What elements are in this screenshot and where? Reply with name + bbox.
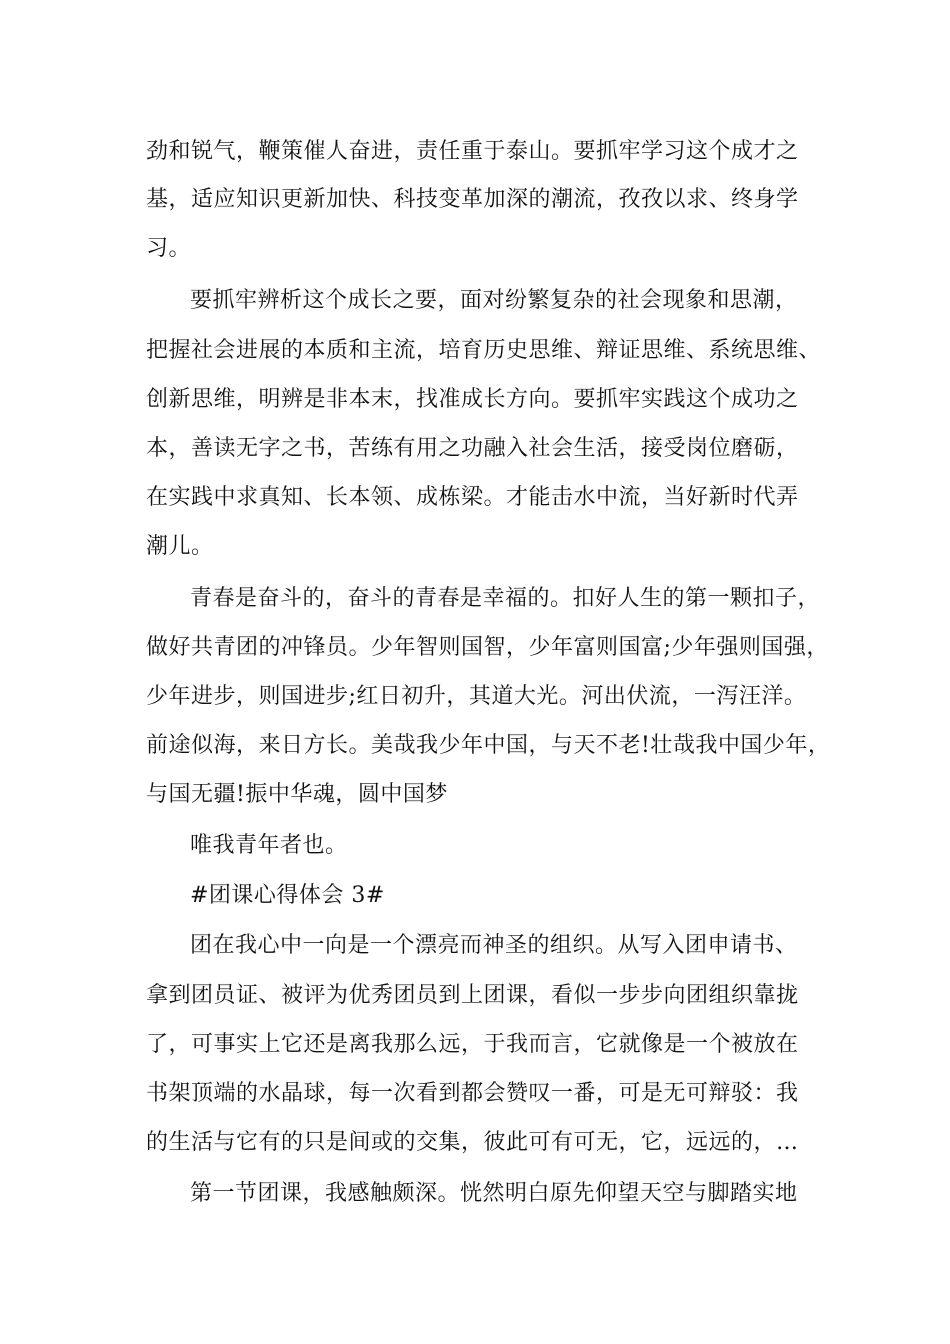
text-line: 在实践中求真知、长本领、成栋梁。才能击水中流，当好新时代弄 — [146, 485, 799, 510]
text-line: 与国无疆!振中华魂，圆中国梦 — [146, 782, 448, 807]
paragraph-first-line: 第一节团课，我感触颇深。恍然明白原先仰望天空与脚踏实地 — [190, 1181, 798, 1206]
text-line: 习。 — [146, 236, 192, 261]
paragraph-first-line: 唯我青年者也。 — [190, 833, 348, 858]
text-line: 潮儿。 — [146, 534, 214, 559]
text-line: 拿到团员证、被评为优秀团员到上团课，看似一步步向团组织靠拢 — [146, 983, 799, 1008]
text-line: 少年进步，则国进步;红日初升，其道大光。河出伏流，一泻汪洋。 — [146, 684, 807, 709]
text-line: 了，可事实上它还是离我那么远，于我而言，它就像是一个被放在 — [146, 1032, 799, 1057]
text-line: 的生活与它有的只是间或的交集，彼此可有可无，它，远远的，… — [146, 1130, 799, 1155]
paragraph-first-line: 青春是奋斗的，奋斗的青春是幸福的。扣好人生的第一颗扣子， — [190, 586, 821, 611]
text-line: 把握社会进展的本质和主流，培育历史思维、辩证思维、系统思维、 — [146, 338, 822, 363]
paragraph-first-line: 团在我心中一向是一个漂亮而神圣的组织。从写入团申请书、 — [190, 933, 798, 958]
text-line: 本，善读无字之书，苦练有用之功融入社会生活，接受岗位磨砺， — [146, 436, 799, 461]
text-line: 创新思维，明辨是非本末，找准成长方向。要抓牢实践这个成功之 — [146, 387, 799, 412]
text-line: 基，适应知识更新加快、科技变革加深的潮流，孜孜以求、终身学 — [146, 187, 799, 212]
section-heading: #团课心得体会 3# — [190, 883, 385, 908]
text-line: 书架顶端的水晶球，每一次看到都会赞叹一番，可是无可辩驳：我 — [146, 1081, 799, 1106]
text-line: 前途似海，来日方长。美哉我少年中国，与天不老!壮哉我中国少年， — [146, 733, 831, 758]
paragraph-first-line: 要抓牢辨析这个成长之要，面对纷繁复杂的社会现象和思潮， — [190, 288, 798, 313]
text-line: 做好共青团的冲锋员。少年智则国智，少年富则国富;少年强则国强， — [146, 635, 829, 660]
text-line: 劲和锐气，鞭策催人奋进，责任重于泰山。要抓牢学习这个成才之 — [146, 139, 799, 164]
